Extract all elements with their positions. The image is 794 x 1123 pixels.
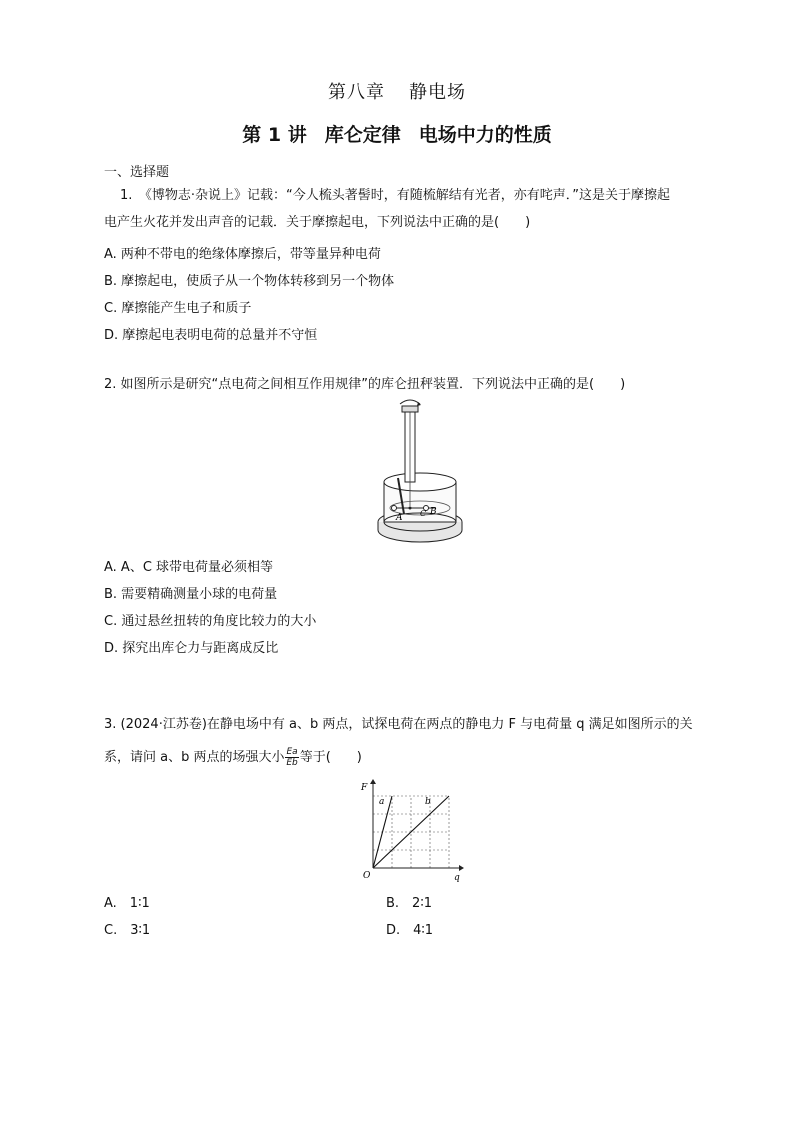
y-axis-arrow — [370, 779, 376, 784]
line-a-label: a — [379, 797, 385, 807]
question-3-line2 — [104, 744, 724, 771]
coulomb-torsion-balance-figure — [370, 396, 470, 548]
question-3-line1: 3. (2024·江苏卷)在静电场中有 a、b 两点，试探电荷在两点的静电力 F 与电荷量 q 满足如图所示的关 — [104, 717, 693, 732]
x-axis-arrow — [459, 865, 464, 871]
question-2-option-a: A. A、C 球带电荷量必须相等 — [104, 560, 274, 575]
question-1-option-c: C. 摩擦能产生电子和质子 — [104, 301, 252, 316]
y-axis-label: F — [361, 783, 368, 793]
question-2-option-b: B. 需要精确测量小球的电荷量 — [104, 587, 278, 602]
question-1-line2: 电产生火花并发出声音的记载．关于摩擦起电，下列说法中正确的是( ) — [104, 215, 531, 230]
question-1-option-b: B. 摩擦起电，使质子从一个物体转移到另一个物体 — [104, 274, 395, 289]
line-b-label: b — [425, 797, 431, 807]
lesson-topic-1: 库仑定律 — [324, 124, 401, 146]
question-1-option-d: D. 摩擦起电表明电荷的总量并不守恒 — [104, 328, 318, 343]
question-3-line2-end: 等于( ) — [299, 750, 362, 765]
lesson-topic-2: 电场中力的性质 — [418, 124, 552, 146]
lesson-number: 第 1 讲 — [242, 124, 307, 146]
field-ratio-fraction — [285, 747, 298, 768]
question-1-option-a: A. 两种不带电的绝缘体摩擦后，带等量异种电荷 — [104, 247, 381, 262]
fraction-denominator: Eb — [286, 758, 298, 768]
question-2-line1: 2. 如图所示是研究“点电荷之间相互作用规律”的库仑扭秤装置．下列说法中正确的是( ) — [104, 377, 626, 392]
f-q-graph — [355, 778, 465, 884]
question-3-option-b: B. 2∶1 — [386, 896, 432, 911]
question-2-option-d: D. 探究出库仑力与距离成反比 — [104, 641, 279, 656]
x-axis-label: q — [454, 873, 460, 883]
question-3-option-d: D. 4∶1 — [386, 923, 434, 938]
figure-label-b: B — [430, 507, 437, 517]
section-heading: 一、选择题 — [104, 165, 170, 180]
chapter-subtitle: 静电场 — [409, 82, 466, 103]
fraction-numerator: Ea — [286, 747, 298, 757]
chapter-title: 第八章 — [328, 82, 385, 103]
question-3-line2-start: 系，请问 a、b 两点的场强大小 — [104, 750, 285, 765]
question-1-line1: 1. 《博物志·杂说上》记载：“今人梳头著髻时，有随梳解结有光者，亦有咤声．”这是关于摩擦起 — [120, 188, 671, 203]
question-2-option-c: C. 通过悬丝扭转的角度比较力的大小 — [104, 614, 317, 629]
chapter-heading — [0, 78, 794, 104]
question-3-option-a: A. 1∶1 — [104, 896, 150, 911]
figure-label-c: C — [420, 509, 427, 518]
origin-label: O — [363, 871, 371, 881]
figure-label-a: A — [396, 513, 403, 523]
lesson-heading — [0, 120, 794, 147]
question-3-option-c: C. 3∶1 — [104, 923, 151, 938]
